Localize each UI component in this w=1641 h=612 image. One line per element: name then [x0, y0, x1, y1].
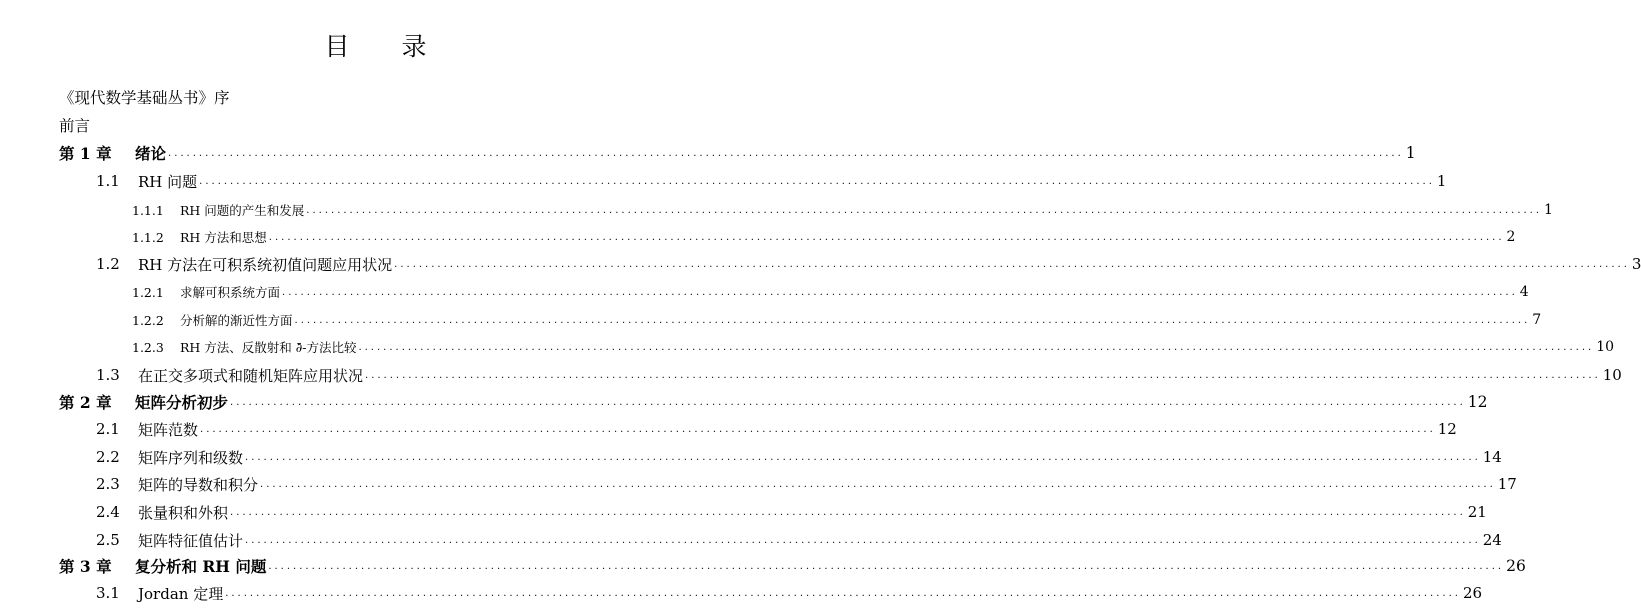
toc-entry-number: 1.1.1 — [132, 202, 164, 218]
toc-entry-page: 12 — [1467, 393, 1488, 411]
toc-entry-page: 24 — [1482, 531, 1502, 549]
toc-entry-page: 7 — [1532, 312, 1542, 328]
toc-entry-chapter[interactable] — [59, 555, 1526, 577]
toc-entry-section[interactable] — [96, 473, 1517, 495]
dot-leader: ........................................................................................................................................................................................................ — [268, 232, 1505, 243]
toc-entry-number: 第 1 章 — [59, 144, 112, 163]
toc-entry-number: 1.1 — [96, 172, 120, 190]
toc-entry-title: RH 方法在可积系统初值问题应用状况 — [138, 255, 393, 274]
toc-entry-section[interactable] — [96, 501, 1487, 523]
toc-entry-title: 矩阵序列和级数 — [138, 448, 244, 467]
dot-leader: ........................................................................................................................................................................................................ — [168, 148, 1404, 159]
toc-entry-number: 1.1.2 — [132, 229, 164, 245]
toc-entry-number: 第 3 章 — [59, 557, 112, 576]
dot-leader: ........................................................................................................................................................................................................ — [199, 176, 1435, 187]
toc-entry-page: 3 — [1631, 255, 1641, 273]
toc-entry-page: 12 — [1437, 420, 1457, 438]
toc-entry-section[interactable] — [96, 364, 1622, 386]
dot-leader: ........................................................................................................................................................................................................ — [245, 452, 1481, 463]
toc-entry-title: 《现代数学基础丛书》序 — [59, 89, 230, 107]
toc-entry-page: 14 — [1482, 448, 1502, 466]
toc-entry-number: 第 2 章 — [59, 393, 112, 412]
toc-entry-section[interactable] — [96, 170, 1447, 192]
toc-entry-title: 矩阵的导数和积分 — [138, 475, 259, 494]
toc-entry-title: 矩阵分析初步 — [135, 393, 229, 412]
dot-leader: ........................................................................................................................................................................................................ — [225, 588, 1461, 599]
toc-entry-page: 21 — [1467, 503, 1487, 521]
toc-entry-page: 1 — [1405, 144, 1416, 162]
dot-leader: ........................................................................................................................................................................................................ — [394, 259, 1630, 270]
toc-entry-page: 26 — [1462, 584, 1483, 602]
toc-entry-title: 求解可积系统方面 — [180, 285, 281, 300]
dot-leader: ........................................................................................................................................................................................................ — [200, 424, 1436, 435]
toc-entry-title: Jordan 定理 — [138, 584, 224, 603]
dot-leader: ........................................................................................................................................................................................................ — [245, 535, 1481, 546]
toc-entry-subsection[interactable] — [132, 309, 1542, 331]
toc-entry-title: 张量积和外积 — [138, 503, 229, 522]
toc-entry-section[interactable] — [96, 418, 1457, 440]
toc-entry-number: 2.4 — [96, 503, 120, 521]
toc-entry-title: 复分析和 RH 问题 — [135, 557, 267, 576]
dot-leader: ........................................................................................................................................................................................................ — [230, 507, 1466, 518]
toc-entry-number: 1.3 — [96, 366, 120, 384]
toc-entry-title: 前言 — [59, 117, 91, 135]
page-title-char-1: 目 — [324, 32, 350, 61]
toc-entry-number: 2.1 — [96, 420, 120, 438]
toc-entry-subsection[interactable] — [132, 336, 1615, 358]
toc-entry-title: 绪论 — [135, 144, 167, 163]
dot-leader: ........................................................................................................................................................................................................ — [358, 342, 1595, 353]
page-title-char-2: 录 — [401, 32, 427, 61]
dot-leader: ........................................................................................................................................................................................................ — [294, 315, 1531, 326]
toc-entry-number: 3.1 — [96, 584, 120, 602]
toc-entry-number: 1.2.1 — [132, 284, 164, 300]
toc-entry-number: 1.2 — [96, 255, 120, 273]
toc-entry-title: RH 方法和思想 — [180, 230, 267, 245]
dot-leader: ........................................................................................................................................................................................................ — [260, 479, 1496, 490]
toc-entry-subsection[interactable] — [132, 226, 1516, 248]
toc-entry-page: 4 — [1519, 284, 1529, 300]
toc-entry-title: RH 方法、反散射和 ∂̄-方法比较 — [180, 340, 357, 355]
toc-entry-page: 1 — [1544, 202, 1553, 218]
toc-entry-title: RH 问题 — [138, 172, 198, 191]
toc-entry-title: 矩阵范数 — [138, 420, 199, 439]
toc-entry-page: 17 — [1497, 475, 1517, 493]
toc-entry-page: 10 — [1596, 339, 1615, 355]
toc-entry-title: 在正交多项式和随机矩阵应用状况 — [138, 366, 364, 385]
toc-entry-number: 2.2 — [96, 448, 120, 466]
toc-entry-subsection[interactable] — [132, 199, 1553, 221]
toc-entry-title: 分析解的渐近性方面 — [180, 313, 293, 328]
toc-entry-front[interactable] — [59, 114, 699, 136]
page-title — [0, 27, 751, 63]
toc-entry-number: 2.5 — [96, 531, 120, 549]
toc-entry-section[interactable] — [96, 446, 1502, 468]
toc-entry-subsection[interactable] — [132, 281, 1529, 303]
toc-entry-number: 2.3 — [96, 475, 120, 493]
dot-leader: ........................................................................................................................................................................................................ — [306, 205, 1543, 216]
dot-leader: ........................................................................................................................................................................................................ — [268, 561, 1505, 572]
toc-entry-number: 1.2.3 — [132, 339, 164, 355]
dot-leader: ........................................................................................................................................................................................................ — [365, 370, 1601, 381]
toc-entry-page: 26 — [1506, 557, 1526, 575]
dot-leader: ........................................................................................................................................................................................................ — [230, 397, 1466, 408]
toc-entry-section[interactable] — [96, 582, 1483, 604]
toc-entry-front[interactable] — [59, 86, 699, 108]
toc-entry-chapter[interactable] — [59, 142, 1416, 164]
toc-entry-title: 矩阵特征值估计 — [138, 531, 244, 550]
toc-entry-title: RH 问题的产生和发展 — [180, 203, 305, 218]
toc-entry-section[interactable] — [96, 529, 1502, 551]
dot-leader: ........................................................................................................................................................................................................ — [282, 287, 1518, 298]
toc-entry-number: 1.2.2 — [132, 312, 164, 328]
toc-entry-page: 2 — [1506, 229, 1516, 245]
toc-entry-page: 10 — [1602, 366, 1622, 384]
toc-entry-chapter[interactable] — [59, 391, 1488, 413]
toc-entry-page: 1 — [1436, 172, 1447, 190]
toc-entry-section[interactable] — [96, 253, 1641, 275]
